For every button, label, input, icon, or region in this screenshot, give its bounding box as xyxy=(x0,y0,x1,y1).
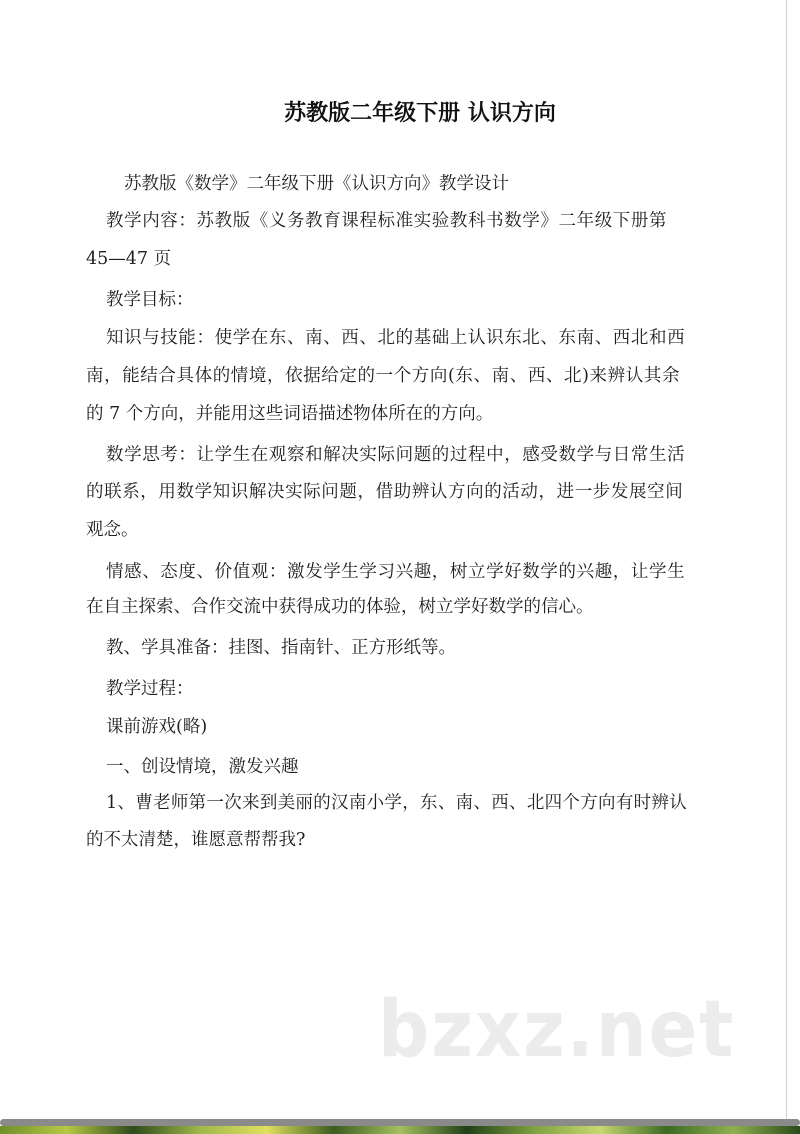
doc-line: 1、曹老师第一次来到美丽的汉南小学，东、南、西、北四个方向有时辨认 xyxy=(106,793,688,813)
doc-line: 在自主探索、合作交流中获得成功的体验，树立学好数学的信心。 xyxy=(86,597,594,617)
doc-line: 的联系，用数学知识解决实际问题，借助辨认方向的活动，进一步发展空间 xyxy=(86,482,684,502)
doc-line: 观念。 xyxy=(86,520,139,540)
doc-line: 数学思考：让学生在观察和解决实际问题的过程中，感受数学与日常生活 xyxy=(106,445,686,465)
doc-line: 知识与技能：使学在东、南、西、北的基础上认识东北、东南、西北和西 xyxy=(106,328,686,348)
watermark: bzxz.net xyxy=(378,985,736,1075)
doc-line: 苏教版《数学》二年级下册《认识方向》教学设计 xyxy=(124,174,509,194)
doc-line: 教学目标： xyxy=(106,290,194,310)
doc-line: 的不太清楚，谁愿意帮帮我? xyxy=(86,830,306,850)
doc-line: 一、创设情境，激发兴趣 xyxy=(106,757,299,777)
doc-line: 情感、态度、价值观：激发学生学习兴趣，树立学好数学的兴趣，让学生 xyxy=(106,562,686,582)
doc-line: 教、学具准备：挂图、指南针、正方形纸等。 xyxy=(106,638,456,658)
doc-line: 教学内容：苏教版《义务教育课程标准实验教科书数学》二年级下册第 xyxy=(106,211,668,231)
doc-line: 课前游戏(略) xyxy=(106,717,208,737)
background-image-strip xyxy=(0,1126,800,1134)
doc-line: 45—47 页 xyxy=(86,249,172,269)
doc-line: 的 7 个方向，并能用这些词语描述物体所在的方向。 xyxy=(86,404,494,424)
page-edge xyxy=(786,0,787,1120)
horizontal-scrollbar[interactable] xyxy=(0,1119,800,1126)
doc-line: 南，能结合具体的情境，依据给定的一个方向(东、南、西、北)来辨认其余 xyxy=(86,366,681,386)
document-title: 苏教版二年级下册 认识方向 xyxy=(284,101,556,126)
doc-line: 教学过程： xyxy=(106,679,194,699)
